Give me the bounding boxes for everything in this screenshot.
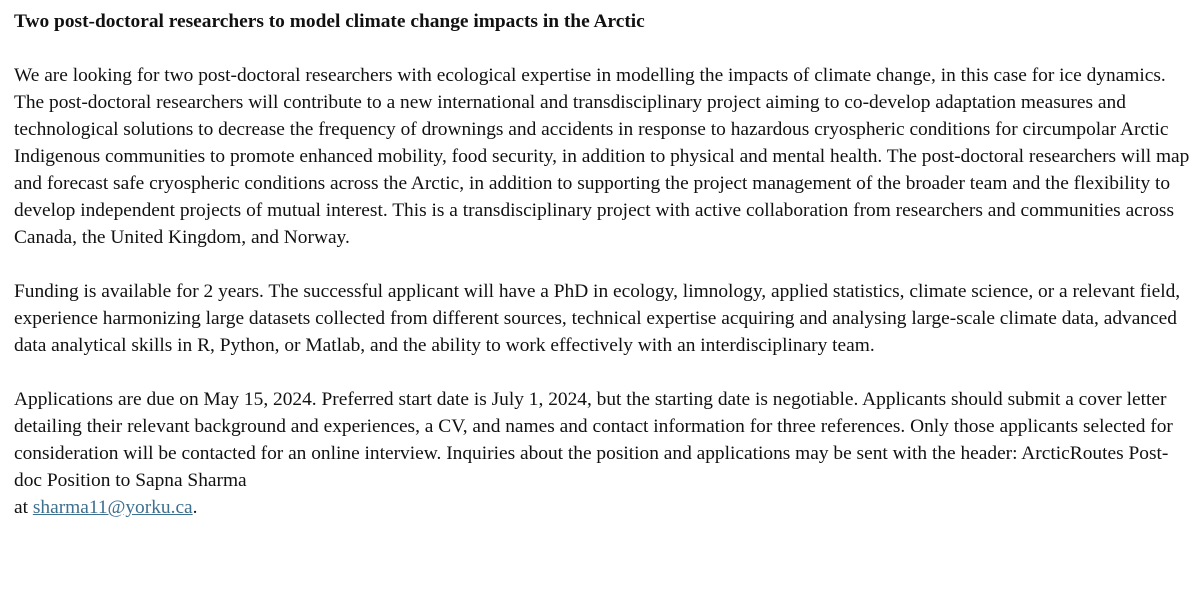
trailing-period: . (192, 497, 198, 518)
email-link[interactable]: sharma11@yorku.ca (32, 497, 193, 518)
paragraph-application-info (14, 386, 1190, 521)
application-info-text: Applications are due on May 15, 2024. Preferred start date is July 1, 2024, but the starting date is negotiable. Applicants should submit a cover letter detailing their relevant background and experiences, a CV, and names and contact information for three references. Only those applicants selected for consideration will be contacted for an online interview. Inquiries about the position and applications may be sent with the header: ArcticRoutes Post-doc Position to Sapna Sharma (14, 389, 1173, 491)
document (14, 8, 1190, 521)
paragraph-funding-requirements: Funding is available for 2 years. The successful applicant will have a PhD in ecology, limnology, applied statistics, climate science, or a relevant field, experience harmonizing large datasets collected from different sources, technical expertise acquiring and analysing large-scale climate data, advanced data analytical skills in R, Python, or Matlab, and the ability to work effectively with an interdisciplinary team. (14, 281, 1181, 356)
document-title: Two post-doctoral researchers to model climate change impacts in the Arctic (14, 11, 645, 32)
contact-at-text: at (14, 497, 33, 518)
paragraph-project-description: We are looking for two post-doctoral researchers with ecological expertise in modelling the impacts of climate change, in this case for ice dynamics. The post-doctoral researchers will contribute to a new international and transdisciplinary project aiming to co-develop adaptation measures and technological solutions to decrease the frequency of drownings and accidents in response to hazardous cryospheric conditions for circumpolar Arctic Indigenous communities to promote enhanced mobility, food security, in addition to physical and mental health. The post-doctoral researchers will map and forecast safe cryospheric conditions across the Arctic, in addition to supporting the project management of the broader team and the flexibility to develop independent projects of mutual interest. This is a transdisciplinary project with active collaboration from researchers and communities across Canada, the United Kingdom, and Norway. (14, 65, 1190, 248)
